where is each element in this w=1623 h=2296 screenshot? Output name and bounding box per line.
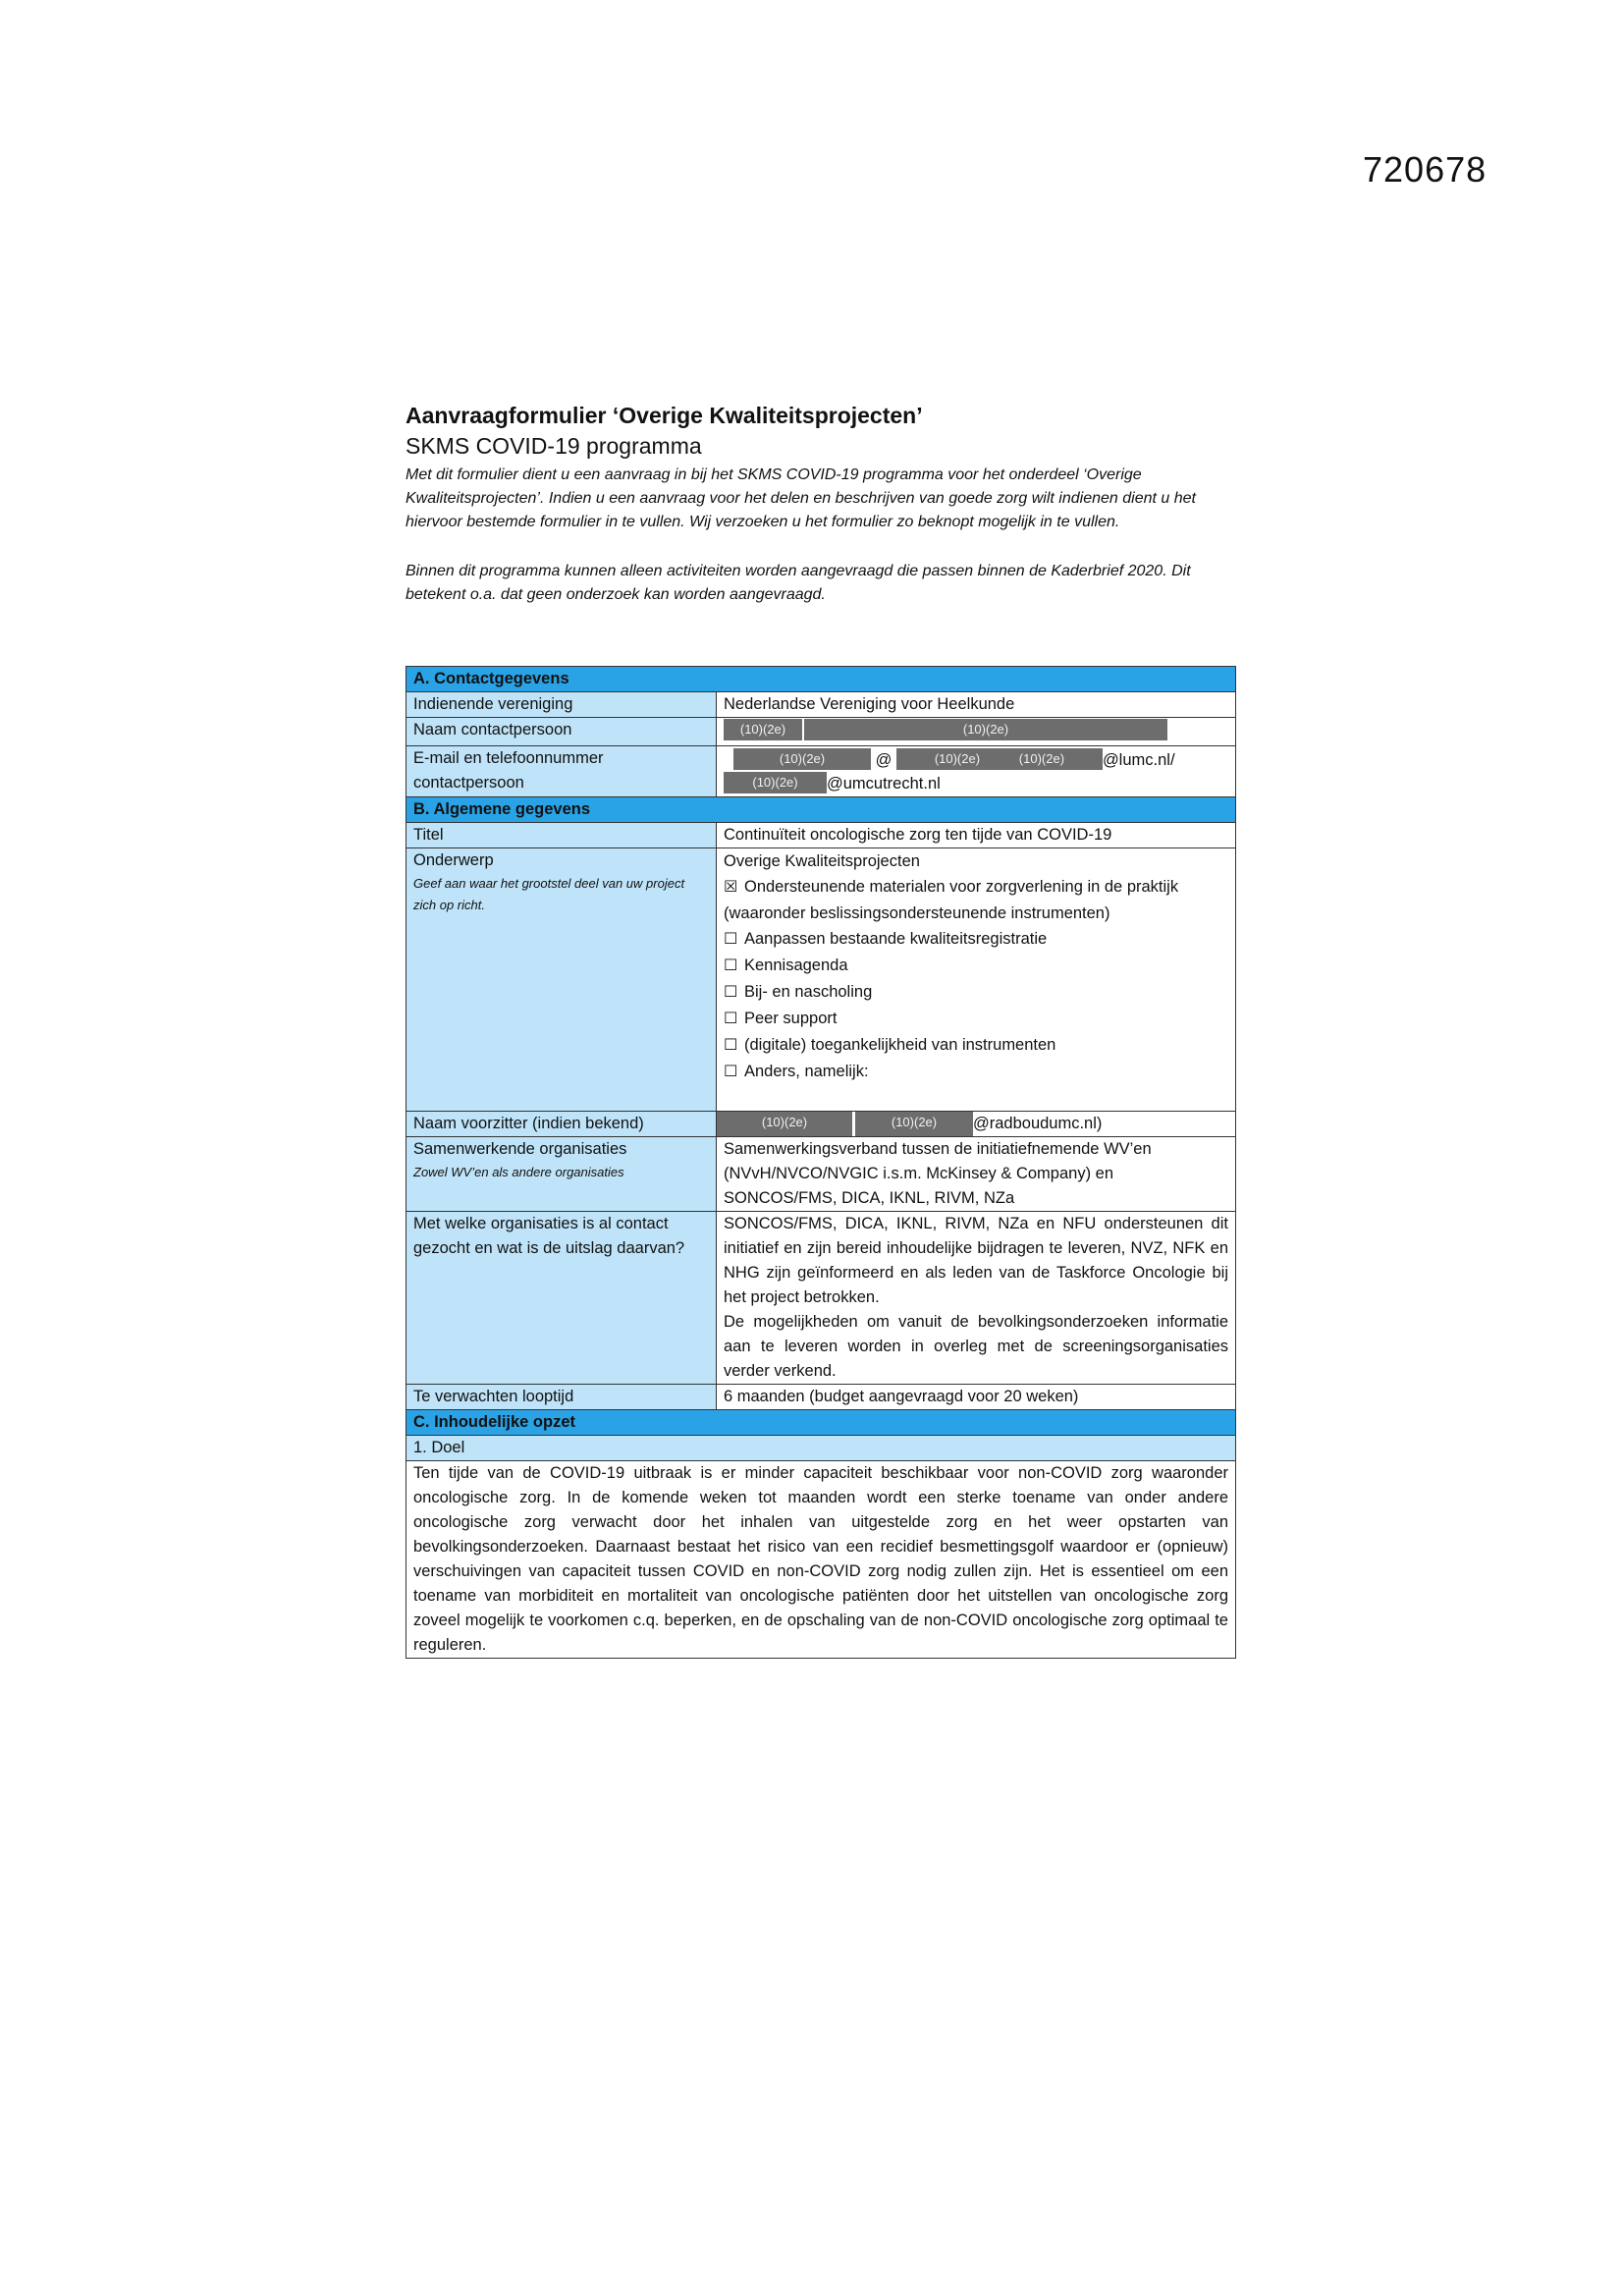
form-subtitle: SKMS COVID-19 programma <box>406 433 702 459</box>
checkbox-checked-icon[interactable]: ☒ <box>724 879 738 896</box>
option-toegankelijkheid: ☐ (digitale) toegankelijkheid van instrumenten <box>724 1032 1228 1059</box>
contact-gezocht-paragraph-1: SONCOS/FMS, DICA, IKNL, RIVM, NZa en NFU ondersteunen dit initiatief en zijn bereid inhoudelijke bijdragen te leveren, NVZ, NFK en NHG zijn geïnformeerd en als leden van de Taskforce Oncologie bij het project betrokken. <box>724 1215 1228 1306</box>
form-header <box>406 403 1240 607</box>
redaction-block: (10)(2e) (10)(2e) <box>896 748 1103 770</box>
option-anders: ☐ Anders, namelijk: <box>724 1059 1228 1085</box>
value-contactpersoon <box>717 718 1236 746</box>
label-email: E-mail en telefoonnummer contactpersoon <box>406 746 717 797</box>
row-email <box>406 746 1236 797</box>
row-doel-text <box>406 1461 1236 1659</box>
redaction-block: (10)(2e) <box>724 772 827 793</box>
option-ondersteunende-materialen: ☒ Ondersteunende materialen voor zorgverlening in de praktijk (waaronder beslissingsondersteunende instrumenten) <box>724 874 1228 926</box>
value-samenwerkende: Samenwerkingsverband tussen de initiatiefnemende WV’en (NVvH/NVCO/NVGIC i.s.m. McKinsey & Company) en SONCOS/FMS, DICA, IKNL, RIVM, NZa <box>717 1137 1236 1212</box>
value-voorzitter <box>717 1112 1236 1137</box>
option-kwaliteitsregistratie: ☐ Aanpassen bestaande kwaliteitsregistratie <box>724 926 1228 953</box>
row-contact-gezocht <box>406 1212 1236 1385</box>
redaction-block: (10)(2e) <box>733 748 871 770</box>
checkbox-empty-icon[interactable]: ☐ <box>724 1011 738 1027</box>
samenwerkende-label-text: Samenwerkende organisaties <box>413 1140 627 1158</box>
row-vereniging <box>406 692 1236 718</box>
redaction-block: (10)(2e) <box>724 719 802 740</box>
email-suffix-umcutrecht: @umcutrecht.nl <box>827 775 941 793</box>
section-c-title: C. Inhoudelijke opzet <box>406 1410 1236 1436</box>
label-contactpersoon: Naam contactpersoon <box>406 718 717 746</box>
email-suffix-lumc: @lumc.nl/ <box>1102 751 1175 769</box>
section-a-header <box>406 667 1236 692</box>
value-onderwerp <box>717 848 1236 1112</box>
form-title: Aanvraagformulier ‘Overige Kwaliteitsprojecten’ <box>406 403 923 428</box>
label-voorzitter: Naam voorzitter (indien bekend) <box>406 1112 717 1137</box>
section-c-header <box>406 1410 1236 1436</box>
label-looptijd: Te verwachten looptijd <box>406 1385 717 1410</box>
contact-gezocht-paragraph-2: De mogelijkheden om vanuit de bevolkingsonderzoeken informatie aan te leveren worden in overleg met de screeningsorganisaties verder verkend. <box>724 1313 1228 1380</box>
section-a-title: A. Contactgegevens <box>406 667 1236 692</box>
onderwerp-label-text: Onderwerp <box>413 851 494 869</box>
row-voorzitter <box>406 1112 1236 1137</box>
option-peer-support: ☐ Peer support <box>724 1006 1228 1032</box>
voorzitter-email-suffix: @radboudumc.nl) <box>973 1115 1103 1132</box>
option-nascholing: ☐ Bij- en nascholing <box>724 979 1228 1006</box>
section-b-header <box>406 797 1236 823</box>
option-kennisagenda: ☐ Kennisagenda <box>724 953 1228 979</box>
row-looptijd <box>406 1385 1236 1410</box>
row-doel-label <box>406 1436 1236 1461</box>
label-vereniging: Indienende vereniging <box>406 692 717 718</box>
value-contact-gezocht <box>717 1212 1236 1385</box>
checkbox-empty-icon[interactable]: ☐ <box>724 1064 738 1080</box>
label-doel: 1. Doel <box>406 1436 1236 1461</box>
doel-text: Ten tijde van de COVID-19 uitbraak is er minder capaciteit beschikbaar voor non-COVID zorg waaronder oncologische zorg. In de komende weken tot maanden wordt een sterke toename van onder andere oncologische zorg verwacht door het inhalen van uitgestelde zorg en het weer opstarten van bevolkingsonderzoeken. Daarnaast bestaat het risico van een recidief besmettingsgolf waardoor er (opnieuw) verschuivingen van capaciteit tussen COVID en non-COVID zorg nodig zullen zijn. Het is essentieel om een toename van morbiditeit en mortaliteit van oncologische patiënten door het uitstellen van oncologische zorg zoveel mogelijk te voorkomen c.q. beperken, en de opschaling van de non-COVID oncologische zorg optimaal te reguleren. <box>406 1461 1236 1659</box>
intro-text-2: Binnen dit programma kunnen alleen activiteiten worden aangevraagd die passen binnen de Kaderbrief 2020. Dit betekent o.a. dat geen onderzoek kan worden aangevraagd. <box>406 563 1191 603</box>
label-samenwerkende <box>406 1137 717 1212</box>
value-vereniging: Nederlandse Vereniging voor Heelkunde <box>717 692 1236 718</box>
application-form-table <box>406 666 1236 1659</box>
redaction-block: (10)(2e) <box>804 719 1167 740</box>
value-titel: Continuïteit oncologische zorg ten tijde van COVID-19 <box>717 823 1236 848</box>
label-onderwerp <box>406 848 717 1112</box>
samenwerkende-hint: Zowel WV’en als andere organisaties <box>413 1165 624 1179</box>
redaction-block: (10)(2e) <box>855 1112 973 1136</box>
value-email <box>717 746 1236 797</box>
checkbox-empty-icon[interactable]: ☐ <box>724 984 738 1001</box>
section-b-title: B. Algemene gegevens <box>406 797 1236 823</box>
onderwerp-hint: Geef aan waar het grootstel deel van uw project zich op richt. <box>413 876 685 912</box>
onderwerp-category: Overige Kwaliteitsprojecten <box>724 852 920 870</box>
label-titel: Titel <box>406 823 717 848</box>
intro-text: Met dit formulier dient u een aanvraag in bij het SKMS COVID-19 programma voor het onderdeel ‘Overige Kwaliteitsprojecten’. Indien u een aanvraag voor het delen en beschrijven van goede zorg wilt indienen dient u het hiervoor bestemde formulier in te vullen. Wij verzoeken u het formulier zo beknopt mogelijk in te vullen. <box>406 466 1196 530</box>
checkbox-empty-icon[interactable]: ☐ <box>724 1037 738 1054</box>
row-contactpersoon <box>406 718 1236 746</box>
checkbox-empty-icon[interactable]: ☐ <box>724 931 738 948</box>
row-titel <box>406 823 1236 848</box>
checkbox-empty-icon[interactable]: ☐ <box>724 957 738 974</box>
at-sign: @ <box>875 751 893 769</box>
value-looptijd: 6 maanden (budget aangevraagd voor 20 weken) <box>717 1385 1236 1410</box>
row-samenwerkende <box>406 1137 1236 1212</box>
row-onderwerp <box>406 848 1236 1112</box>
label-contact-gezocht: Met welke organisaties is al contact gezocht en wat is de uitslag daarvan? <box>406 1212 717 1385</box>
document-number: 720678 <box>1363 149 1488 190</box>
redaction-block: (10)(2e) <box>717 1112 852 1136</box>
